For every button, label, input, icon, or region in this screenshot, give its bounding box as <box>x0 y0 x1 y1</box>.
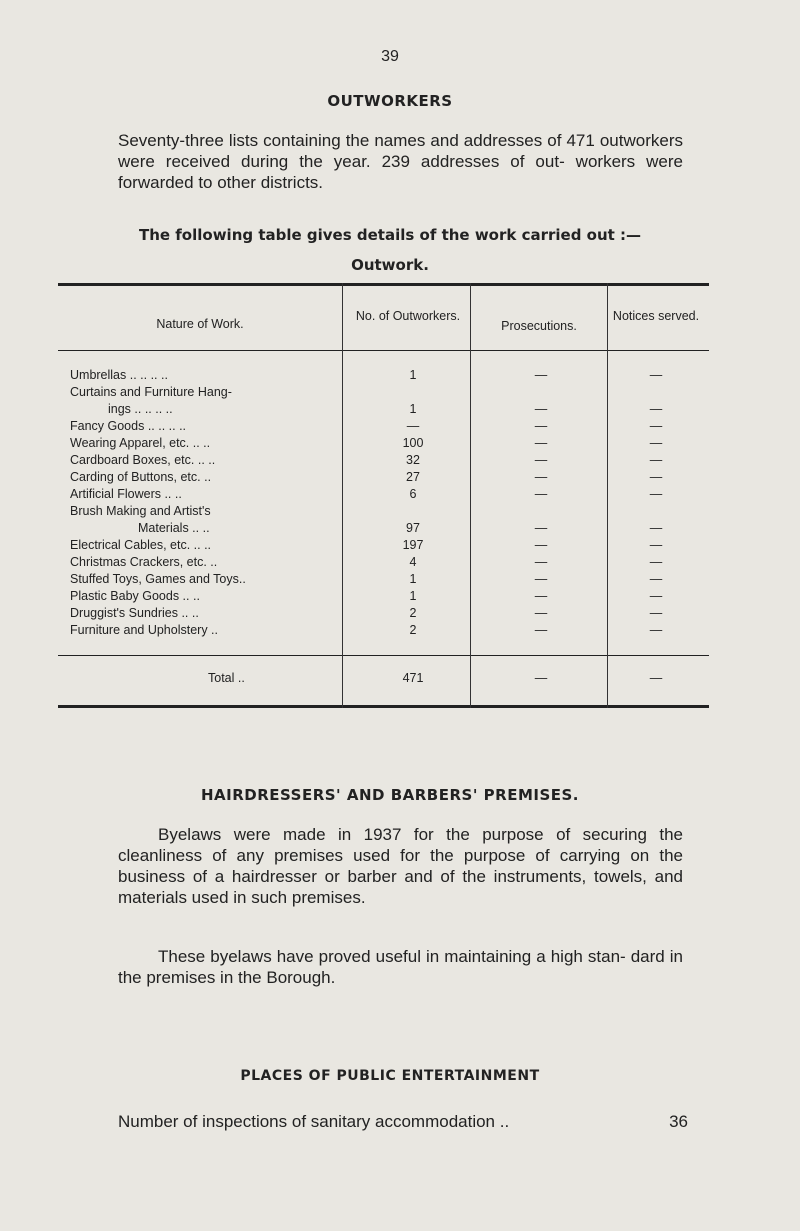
row-prosecutions: — <box>534 589 548 603</box>
table-row <box>58 436 709 450</box>
row-prosecutions: — <box>534 572 548 586</box>
row-notices: — <box>649 521 663 535</box>
row-notices: — <box>649 436 663 450</box>
outworkers-heading: OUTWORKERS <box>327 92 453 110</box>
row-notices: — <box>649 453 663 467</box>
table-row <box>58 470 709 484</box>
hairdressers-heading: HAIRDRESSERS' AND BARBERS' PREMISES. <box>200 786 579 804</box>
table-row <box>58 453 709 467</box>
row-notices: — <box>649 368 663 382</box>
table-row <box>58 504 709 518</box>
table-row <box>58 623 709 637</box>
row-outworkers: 1 <box>409 368 417 382</box>
total-rule <box>58 655 709 656</box>
row-outworkers: 4 <box>409 555 417 569</box>
total-notices: — <box>649 671 663 685</box>
row-outworkers: 1 <box>409 589 417 603</box>
inspections-line <box>118 1112 688 1132</box>
row-prosecutions: — <box>534 623 548 637</box>
table-row <box>58 385 709 399</box>
table-intro: The following table gives details of the work carried out :— <box>138 226 642 244</box>
row-prosecutions: — <box>534 521 548 535</box>
row-outworkers: 1 <box>409 572 417 586</box>
row-outworkers: 2 <box>409 606 417 620</box>
row-notices: — <box>649 589 663 603</box>
row-prosecutions: — <box>534 487 548 501</box>
row-label: Umbrellas .. .. .. .. <box>70 368 168 382</box>
table-row <box>58 538 709 552</box>
row-outworkers: 197 <box>402 538 424 552</box>
table-row <box>58 572 709 586</box>
row-notices: — <box>649 623 663 637</box>
row-outworkers: 2 <box>409 623 417 637</box>
row-label: ings .. .. .. .. <box>108 402 173 416</box>
row-prosecutions: — <box>534 419 548 433</box>
row-outworkers: 32 <box>406 453 420 467</box>
row-prosecutions: — <box>534 555 548 569</box>
row-outworkers: 27 <box>406 470 420 484</box>
row-notices: — <box>649 470 663 484</box>
row-prosecutions: — <box>534 606 548 620</box>
row-notices: — <box>649 606 663 620</box>
row-outworkers: 6 <box>409 487 417 501</box>
row-notices: — <box>649 487 663 501</box>
row-label: Materials .. .. <box>138 521 210 535</box>
row-label: Christmas Crackers, etc. .. <box>70 555 218 569</box>
total-label: Total .. <box>208 671 245 685</box>
row-prosecutions: — <box>534 368 548 382</box>
hairdressers-paragraph-1: Byelaws were made in 1937 for the purpose of securing the cleanliness of any premises used for the purpose of carrying on the business of a hairdresser or barber and of the instruments, towels, and materials used in such premises. <box>118 825 683 907</box>
row-label: Druggist's Sundries .. .. <box>70 606 199 620</box>
page-number: 39 <box>381 48 399 65</box>
row-prosecutions: — <box>534 402 548 416</box>
header-no-of-outworkers: No. of Outworkers. <box>355 309 461 323</box>
table-row <box>58 419 709 433</box>
row-prosecutions: — <box>534 538 548 552</box>
header-notices-served: Notices served. <box>612 309 700 323</box>
table-row <box>58 555 709 569</box>
row-label: Plastic Baby Goods .. .. <box>70 589 200 603</box>
row-notices: — <box>649 538 663 552</box>
total-prosecutions: — <box>534 671 548 685</box>
outwork-table <box>58 283 709 709</box>
table-top-rule <box>58 283 709 286</box>
row-notices: — <box>649 555 663 569</box>
row-prosecutions: — <box>534 453 548 467</box>
outworkers-paragraph <box>118 130 683 193</box>
table-bottom-rule <box>58 705 709 708</box>
row-label: Electrical Cables, etc. .. .. <box>70 538 212 552</box>
row-outworkers: 100 <box>402 436 424 450</box>
header-prosecutions: Prosecutions. <box>501 319 577 333</box>
table-row <box>58 606 709 620</box>
row-outworkers: 1 <box>409 402 417 416</box>
table-title: Outwork. <box>351 256 429 274</box>
header-nature-of-work: Nature of Work. <box>156 317 244 331</box>
total-outworkers: 471 <box>402 671 424 685</box>
hairdressers-paragraph-2: These byelaws have proved useful in maintaining a high stan- dard in the premises in the Borough. <box>118 947 683 987</box>
row-notices: — <box>649 419 663 433</box>
row-prosecutions: — <box>534 436 548 450</box>
row-notices: — <box>649 572 663 586</box>
row-prosecutions: — <box>534 470 548 484</box>
row-label: Stuffed Toys, Games and Toys.. <box>70 572 246 586</box>
table-row <box>58 589 709 603</box>
table-row <box>58 487 709 501</box>
entertainment-heading: PLACES OF PUBLIC ENTERTAINMENT <box>240 1068 540 1084</box>
row-label: Curtains and Furniture Hang- <box>70 385 232 399</box>
inspections-label: Number of inspections of sanitary accommodation .. <box>118 1112 510 1131</box>
total-row <box>58 671 709 685</box>
row-label: Brush Making and Artist's <box>70 504 211 518</box>
table-row <box>58 402 709 416</box>
inspections-value: 36 <box>669 1112 688 1131</box>
row-outworkers: — <box>406 419 420 433</box>
row-label: Artificial Flowers .. .. <box>70 487 182 501</box>
table-row <box>58 521 709 535</box>
outworkers-paragraph-text: Seventy-three lists containing the names and addresses of 471 outworkers were received during the year. 239 addresses of out- workers were forwarded to other districts. <box>118 131 683 192</box>
header-rule <box>58 350 709 351</box>
row-label: Carding of Buttons, etc. .. <box>70 470 212 484</box>
row-label: Cardboard Boxes, etc. .. .. <box>70 453 216 467</box>
row-label: Fancy Goods .. .. .. .. <box>70 419 187 433</box>
row-label: Furniture and Upholstery .. <box>70 623 218 637</box>
table-row <box>58 368 709 382</box>
row-outworkers: 97 <box>406 521 420 535</box>
row-label: Wearing Apparel, etc. .. .. <box>70 436 211 450</box>
row-notices: — <box>649 402 663 416</box>
